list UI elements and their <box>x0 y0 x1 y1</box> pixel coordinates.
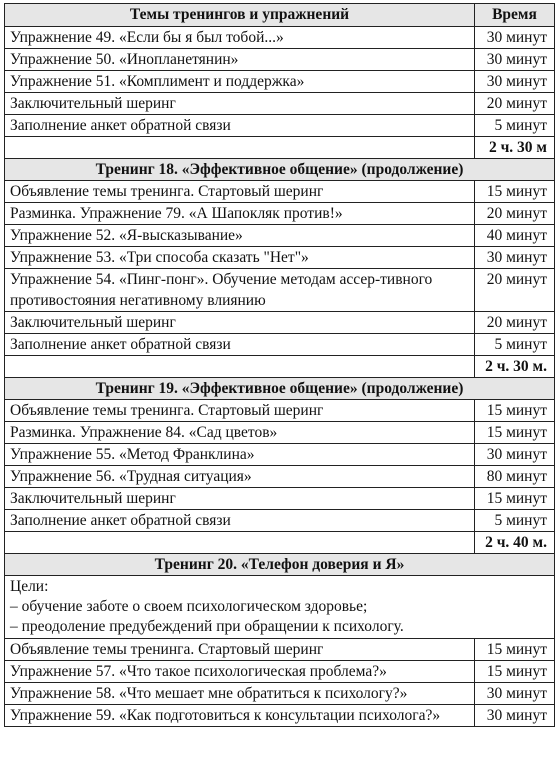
row-text: Упражнение 50. «Инопланетянин» <box>5 49 475 71</box>
row-time: 40 минут <box>475 225 555 247</box>
table-row <box>5 705 555 727</box>
row-time: 80 минут <box>475 466 555 488</box>
section-title: Тренинг 18. «Эффективное общение» (продолжение) <box>5 159 555 181</box>
row-time: 15 минут <box>475 661 555 683</box>
row-text: Разминка. Упражнение 79. «А Шапокляк против!» <box>5 203 475 225</box>
row-text: Заполнение анкет обратной связи <box>5 510 475 532</box>
total-row <box>5 137 555 159</box>
row-text: Упражнение 51. «Комплимент и поддержка» <box>5 71 475 93</box>
total-empty <box>5 356 475 378</box>
total-empty <box>5 532 475 554</box>
row-text: Упражнение 56. «Трудная ситуация» <box>5 466 475 488</box>
row-time: 15 минут <box>475 639 555 661</box>
goal-item: – преодоление предубеждений при обращении к психологу. <box>10 618 404 635</box>
table-row <box>5 400 555 422</box>
row-text: Заключительный шеринг <box>5 488 475 510</box>
table-row <box>5 71 555 93</box>
table-row <box>5 639 555 661</box>
row-text: Упражнение 59. «Как подготовиться к консультации психолога?» <box>5 705 475 727</box>
row-text: Объявление темы тренинга. Стартовый шеринг <box>5 639 475 661</box>
table-row <box>5 225 555 247</box>
table-row <box>5 115 555 137</box>
section-title: Тренинг 20. «Телефон доверия и Я» <box>5 554 555 576</box>
table-row <box>5 334 555 356</box>
total-time: 2 ч. 40 м. <box>475 532 555 554</box>
document-page <box>4 3 554 727</box>
row-time: 30 минут <box>475 683 555 705</box>
table-row <box>5 312 555 334</box>
header-topic: Темы тренингов и упражнений <box>5 4 475 27</box>
row-time: 30 минут <box>475 444 555 466</box>
table-row <box>5 269 555 312</box>
row-time: 15 минут <box>475 488 555 510</box>
total-empty <box>5 137 475 159</box>
row-text: Упражнение 52. «Я-высказывание» <box>5 225 475 247</box>
section-title: Тренинг 19. «Эффективное общение» (продолжение) <box>5 378 555 400</box>
table-row <box>5 27 555 49</box>
total-row <box>5 356 555 378</box>
total-time: 2 ч. 30 м. <box>475 356 555 378</box>
goals-row <box>5 576 555 639</box>
row-time: 5 минут <box>475 115 555 137</box>
goals-cell <box>5 576 555 639</box>
row-time: 20 минут <box>475 93 555 115</box>
row-time: 30 минут <box>475 247 555 269</box>
row-time: 15 минут <box>475 422 555 444</box>
row-time: 30 минут <box>475 71 555 93</box>
row-text: Упражнение 54. «Пинг-понг». Обучение методам ассер-тивного противостояния негативному влиянию <box>5 269 475 312</box>
row-text: Заключительный шеринг <box>5 93 475 115</box>
row-time: 20 минут <box>475 312 555 334</box>
row-text: Заключительный шеринг <box>5 312 475 334</box>
table-row <box>5 93 555 115</box>
row-text: Упражнение 49. «Если бы я был тобой...» <box>5 27 475 49</box>
row-text: Упражнение 57. «Что такое психологическая проблема?» <box>5 661 475 683</box>
goals-label: Цели: <box>10 578 49 595</box>
table-row <box>5 488 555 510</box>
row-time: 30 минут <box>475 705 555 727</box>
table-row <box>5 247 555 269</box>
row-text: Объявление темы тренинга. Стартовый шеринг <box>5 181 475 203</box>
row-text: Упражнение 58. «Что мешает мне обратиться к психологу?» <box>5 683 475 705</box>
row-text: Упражнение 55. «Метод Франклина» <box>5 444 475 466</box>
table-row <box>5 181 555 203</box>
schedule-table <box>4 3 555 727</box>
row-time: 5 минут <box>475 334 555 356</box>
table-row <box>5 422 555 444</box>
table-row <box>5 466 555 488</box>
header-time: Время <box>475 4 555 27</box>
table-row <box>5 510 555 532</box>
table-row <box>5 661 555 683</box>
total-row <box>5 532 555 554</box>
section-header-row <box>5 159 555 181</box>
table-row <box>5 49 555 71</box>
section-header-row <box>5 378 555 400</box>
row-text: Заполнение анкет обратной связи <box>5 334 475 356</box>
row-time: 30 минут <box>475 49 555 71</box>
table-header-row <box>5 4 555 27</box>
row-time: 15 минут <box>475 181 555 203</box>
row-text: Разминка. Упражнение 84. «Сад цветов» <box>5 422 475 444</box>
row-time: 30 минут <box>475 27 555 49</box>
total-time: 2 ч. 30 м <box>475 137 555 159</box>
row-text: Объявление темы тренинга. Стартовый шеринг <box>5 400 475 422</box>
row-time: 15 минут <box>475 400 555 422</box>
row-time: 5 минут <box>475 510 555 532</box>
section-header-row <box>5 554 555 576</box>
row-time: 20 минут <box>475 269 555 312</box>
table-row <box>5 444 555 466</box>
row-time: 20 минут <box>475 203 555 225</box>
table-row <box>5 683 555 705</box>
row-text: Заполнение анкет обратной связи <box>5 115 475 137</box>
row-text: Упражнение 53. «Три способа сказать "Нет"» <box>5 247 475 269</box>
table-row <box>5 203 555 225</box>
goal-item: – обучение заботе о своем психологическом здоровье; <box>10 598 368 615</box>
